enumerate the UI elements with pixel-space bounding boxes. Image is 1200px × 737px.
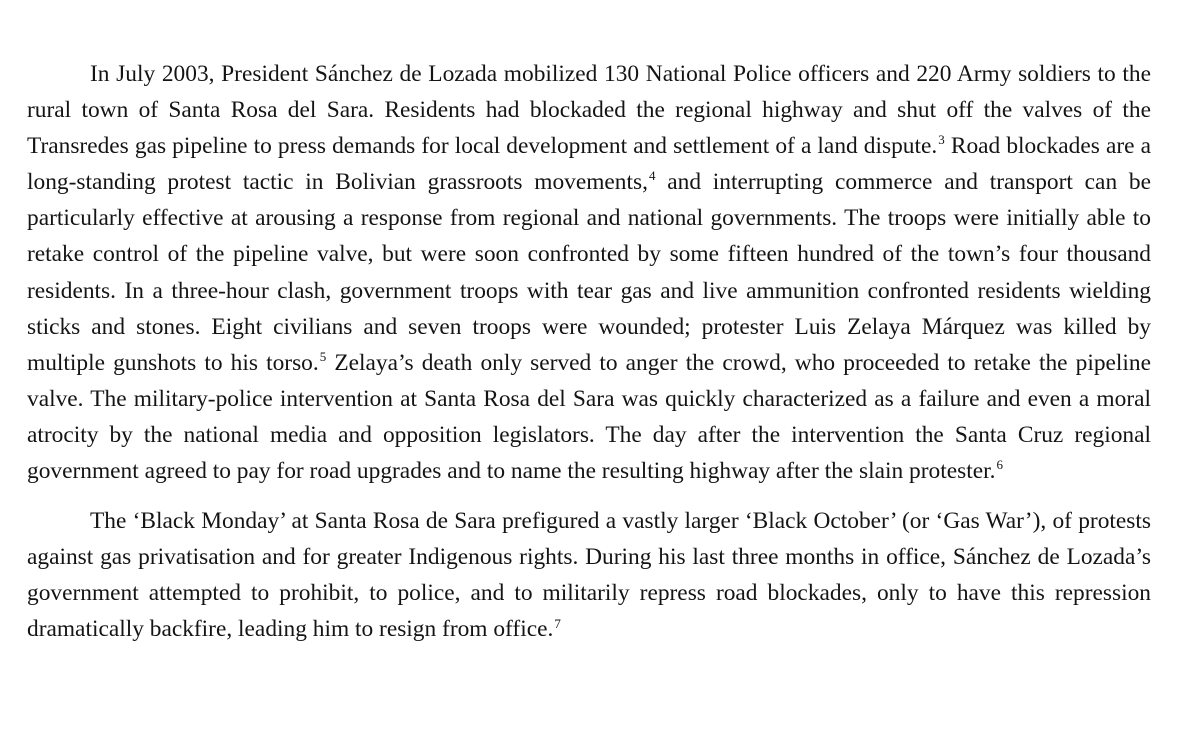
- paragraph-1-text-4: Zelaya’s death only served to anger the crowd, who proceeded to retake the pipeline valve. The military-police intervention at Santa Rosa del Sara was quickly characterized as a failure and even a moral atrocity by the national media and opposition legislators. The day after the intervention the Santa Cruz regional government agreed to pay for road upgrades and to name the resulting highway after the slain protester.: [27, 349, 1151, 485]
- document-body: [27, 56, 1151, 648]
- paragraph-1: [27, 56, 1151, 489]
- footnote-marker-6[interactable]: 6: [996, 457, 1003, 473]
- paragraph-2-text-1: The ‘Black Monday’ at Santa Rosa de Sara prefigured a vastly larger ‘Black October’ (or ‘Gas War’), of protests against gas privatisation and for greater Indigenous rights. During his last three months in office, Sánchez de Lozada’s government attempted to prohibit, to police, and to militarily repress road blockades, only to have this repression dramatically backfire, leading him to resign from office.: [27, 508, 1151, 643]
- footnote-marker-7[interactable]: 7: [554, 615, 561, 631]
- paragraph-1-text-1: In July 2003, President Sánchez de Lozada mobilized 130 National Police officers and 220 Army soldiers to the rural town of Santa Rosa del Sara. Residents had blockaded the regional highway and shut off the valves of the Transredes gas pipeline to press demands for local development and settlement of a land dispute.: [27, 61, 1151, 160]
- footnote-marker-3[interactable]: 3: [938, 132, 945, 148]
- footnote-marker-4[interactable]: 4: [648, 168, 656, 184]
- paragraph-2: [27, 503, 1151, 647]
- paragraph-1-text-3: and interrupting commerce and transport can be particularly effective at arousing a response from regional and national governments. The troops were initially able to retake control of the pipeline valve, but were soon confronted by some fifteen hundred of the town’s four thousand residents. In a three-hour clash, government troops with tear gas and live ammunition confronted residents wielding sticks and stones. Eight civilians and seven troops were wounded; protester Luis Zelaya Márquez was killed by multiple gunshots to his torso.: [27, 169, 1152, 376]
- paragraph-1-text-2: Road blockades are a long-standing protest tactic in Bolivian grassroots movements,: [27, 133, 1152, 196]
- footnote-marker-5[interactable]: 5: [319, 348, 327, 364]
